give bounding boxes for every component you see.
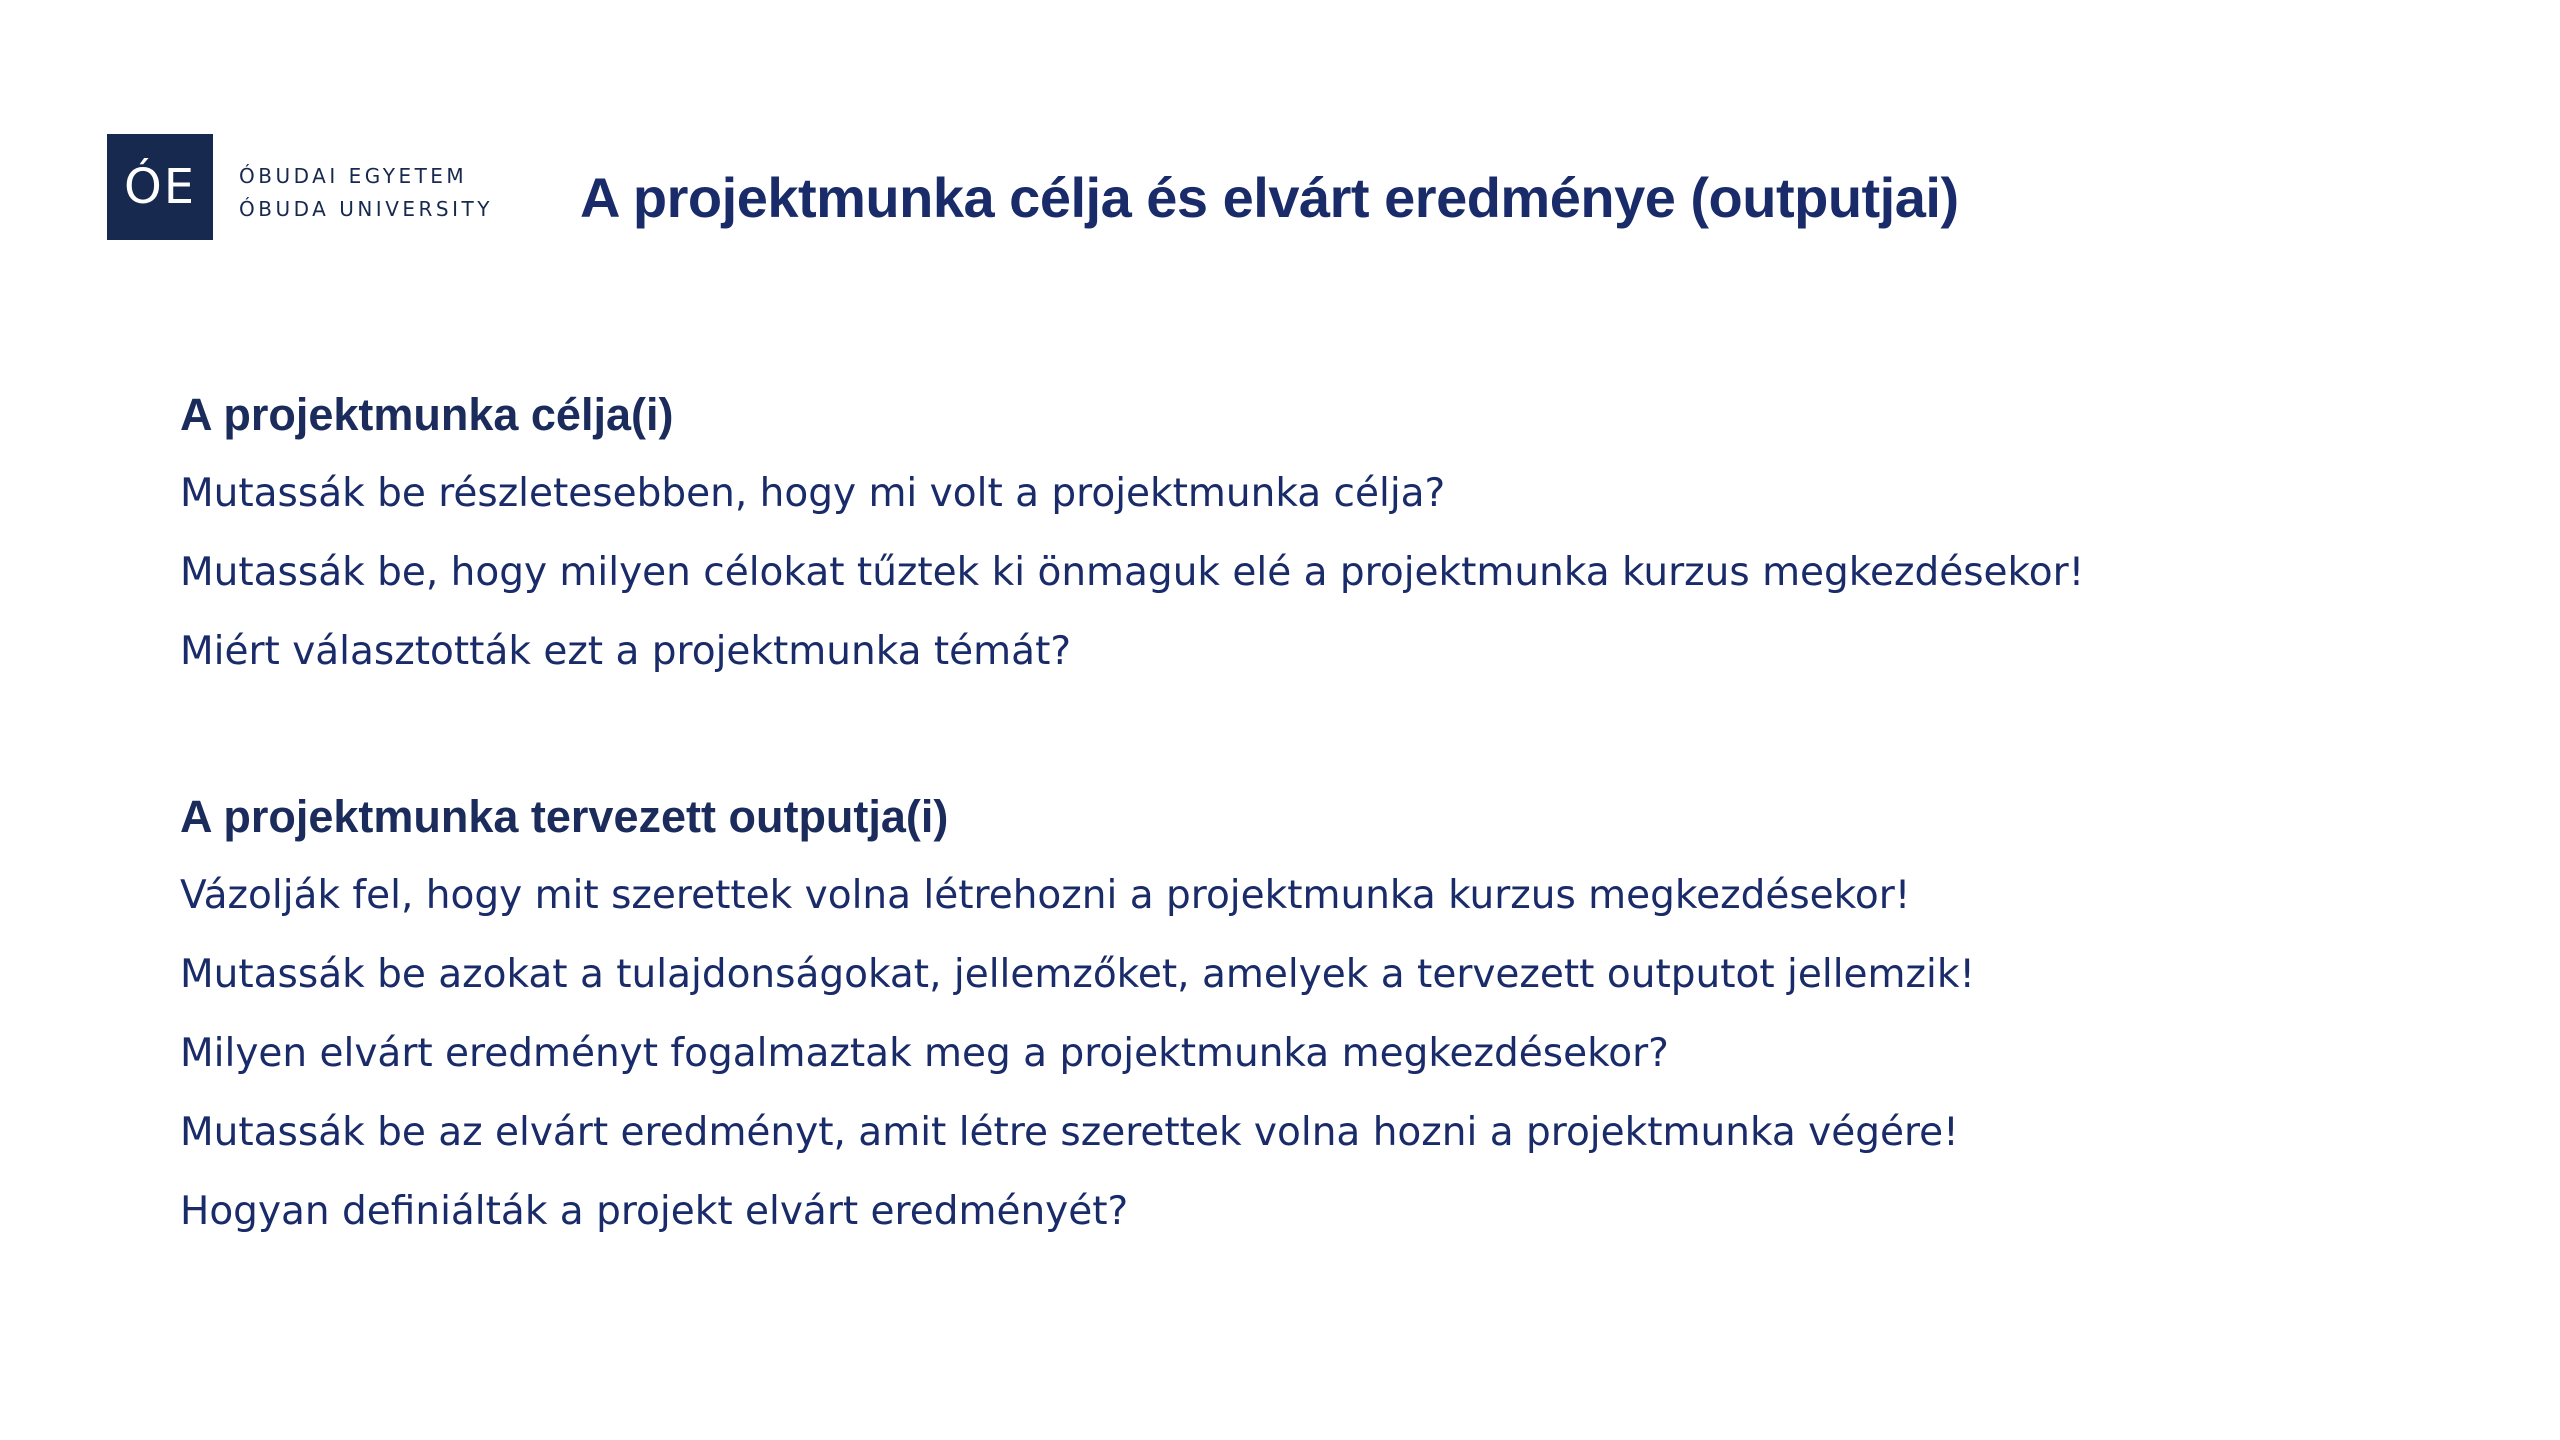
outputs-line-4: Mutassák be az elvárt eredményt, amit létre szerettek volna hozni a projektmunka végére!: [180, 1110, 1959, 1155]
goals-line-3: Miért választották ezt a projektmunka témát?: [180, 629, 1072, 674]
goals-line-1: Mutassák be részletesebben, hogy mi volt a projektmunka célja?: [180, 471, 1446, 516]
section-heading-goals: A projektmunka célja(i): [180, 389, 674, 440]
university-logo: [107, 134, 213, 240]
section-outputs: [180, 786, 2480, 1261]
page-title: A projektmunka célja és elvárt eredménye (outputjai): [580, 166, 1959, 229]
slide-content: [180, 384, 2480, 1261]
logo-line-hungarian: ÓBUDAI EGYETEM: [239, 164, 468, 188]
section-spacer: [180, 701, 2480, 786]
outputs-line-2: Mutassák be azokat a tulajdonságokat, jellemzőket, amelyek a tervezett outputot jellemzik!: [180, 952, 1976, 997]
goals-line-2: Mutassák be, hogy milyen célokat tűztek ki önmaguk elé a projektmunka kurzus megkezdésekor!: [180, 550, 2085, 595]
section-goals: [180, 384, 2480, 701]
outputs-line-3: Milyen elvárt eredményt fogalmaztak meg a projektmunka megkezdésekor?: [180, 1031, 1669, 1076]
outputs-line-5: Hogyan definiálták a projekt elvárt eredményét?: [180, 1189, 1129, 1234]
outputs-line-1: Vázolják fel, hogy mit szerettek volna létrehozni a projektmunka kurzus megkezdésekor!: [180, 873, 1911, 918]
logo-line-english: ÓBUDA UNIVERSITY: [239, 197, 493, 221]
logo-wordmark: [239, 160, 493, 226]
section-heading-outputs: A projektmunka tervezett outputja(i): [180, 791, 949, 842]
logo-mark: ÓE: [123, 159, 197, 215]
